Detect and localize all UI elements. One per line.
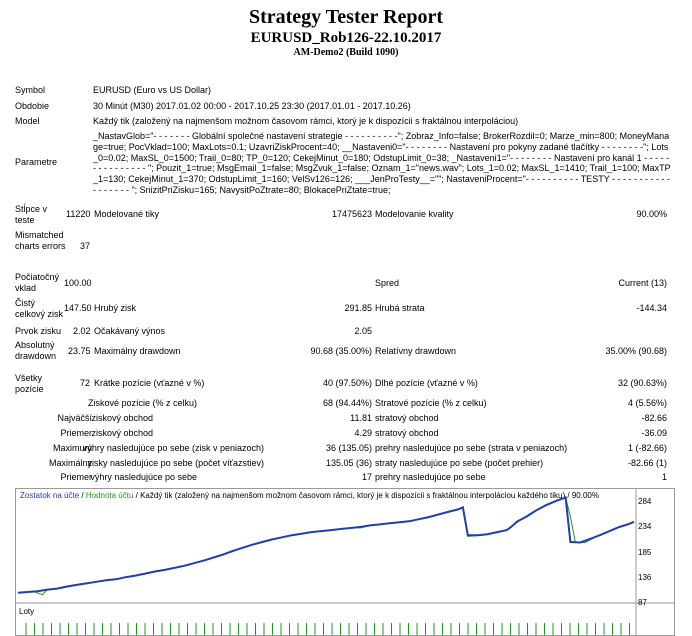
lots-label: Loty	[19, 607, 35, 616]
total-trades-label: Všetky pozície	[15, 373, 44, 394]
y-tick-label: 185	[638, 548, 652, 557]
legend-separator: /	[79, 491, 86, 500]
avg-loss-label: stratový obchod	[375, 428, 439, 438]
max-cons-wins-label: výhry nasledujúce po sebe (zisk v peniazoch)	[82, 443, 264, 453]
long-positions-value: 32 (90.63%)	[617, 378, 667, 388]
bars-label: Stĺpce v teste	[15, 204, 48, 225]
net-profit-label: Čistý celkový zisk	[15, 298, 64, 319]
y-tick-label: 87	[638, 598, 647, 607]
avg-profit-label: ziskový obchod	[91, 428, 153, 438]
maximal-label: Maximálny	[48, 458, 92, 468]
max-drawdown-label: Maximálny drawdown	[94, 346, 181, 356]
deposit-label: Počiatočný vklad	[15, 272, 60, 293]
chart-plot	[16, 489, 674, 635]
profit-factor-value: 2.02	[73, 326, 91, 336]
max-cons-profit-label: zisky nasledujúce po sebe (počet víťazstiev)	[87, 458, 264, 468]
model-label: Model	[15, 116, 40, 126]
mismatch-value: 37	[80, 241, 91, 251]
mismatch-label: Mismatched charts errors	[15, 230, 66, 251]
ticks-value: 17475623	[331, 209, 372, 219]
largest-label: Najväčší	[57, 413, 92, 423]
avg-profit-value: 4.29	[354, 428, 372, 438]
model-value: Každý tik (založený na najmenšom možnom časovom rámci, ktorý je k dispozícii s fraktálnou interpoláciou)	[93, 116, 519, 126]
rel-drawdown-value: 35.00% (90.68)	[605, 346, 667, 356]
max-cons-loss-value: -82.66 (1)	[627, 458, 667, 468]
bars-value: 11220	[66, 209, 91, 219]
avg-cons-label: Priemer	[60, 472, 92, 482]
maximum-label: Maximum	[52, 443, 92, 453]
abs-drawdown-value: 23.75	[68, 346, 91, 356]
balance-series-line	[18, 497, 634, 592]
quality-label: Modelovanie kvality	[375, 209, 454, 219]
y-tick-label: 234	[638, 522, 652, 531]
average-label: Priemer	[60, 428, 92, 438]
legend-description: / Každý tik (založený na najmenšom možnom časovom rámci, ktorý je k dispozícii s fraktálnou interpoláciou každého tiku) / 90.00%	[133, 491, 599, 500]
report-subtitle: EURUSD_Rob126-22.10.2017	[250, 30, 442, 46]
largest-profit-value: 11.81	[350, 413, 372, 423]
spread-value: Current (13)	[618, 278, 667, 288]
abs-drawdown-label: Absolutný drawdown	[15, 340, 57, 361]
long-positions-label: Dlhé pozície (vťazné v %)	[375, 378, 478, 388]
net-profit-value: 147.50	[64, 303, 92, 313]
gross-loss-label: Hrubá strata	[375, 303, 425, 313]
payoff-value: 2.05	[354, 326, 372, 336]
short-positions-value: 40 (97.50%)	[322, 378, 372, 388]
report-title: Strategy Tester Report	[248, 6, 444, 28]
gross-profit-value: 291.85	[344, 303, 372, 313]
short-positions-label: Krátke pozície (vťazné v %)	[94, 378, 205, 388]
server-build: AM-Demo2 (Build 1090)	[293, 47, 399, 58]
legend-balance: Zostatok na účte	[20, 491, 80, 500]
period-value: 30 Minút (M30) 2017.01.02 00:00 - 2017.10.25 23:30 (2017.01.01 - 2017.10.26)	[93, 101, 411, 111]
max-cons-losses-label: prehry nasledujúce po sebe (strata v peniazoch)	[375, 443, 568, 453]
loss-trades-label: Stratové pozície (% z celku)	[375, 398, 487, 408]
deposit-value: 100.00	[64, 278, 92, 288]
total-trades-value: 72	[80, 378, 91, 388]
ticks-label: Modelované tiky	[94, 209, 160, 219]
avg-cons-wins-value: 17	[361, 472, 372, 482]
rel-drawdown-label: Relatívny drawdown	[375, 346, 457, 356]
legend-equity: Hodnota účtu	[85, 491, 134, 500]
symbol-label: Symbol	[15, 85, 46, 95]
largest-profit-label: ziskový obchod	[91, 413, 153, 423]
profit-trades-label: Ziskové pozície (% z celku)	[87, 398, 197, 408]
max-cons-loss-label: straty nasledujúce po sebe (počet prehier)	[375, 458, 544, 468]
max-cons-profit-value: 135.05 (36)	[325, 458, 372, 468]
profit-factor-label: Prvok zisku	[15, 326, 62, 336]
max-cons-losses-value: 1 (-82.66)	[627, 443, 667, 453]
spread-label: Spred	[375, 278, 400, 288]
quality-value: 90.00%	[636, 209, 667, 219]
largest-loss-label: stratový obchod	[375, 413, 439, 423]
loss-trades-value: 4 (5.56%)	[627, 398, 667, 408]
max-drawdown-value: 90.68 (35.00%)	[310, 346, 372, 356]
avg-cons-losses-label: prehry nasledujúce po sebe	[375, 472, 486, 482]
gross-profit-label: Hrubý zisk	[94, 303, 137, 313]
balance-chart	[15, 488, 675, 636]
payoff-label: Očakávaný výnos	[94, 326, 166, 336]
params-label: Parametre	[15, 157, 58, 167]
profit-trades-value: 68 (94.44%)	[322, 398, 372, 408]
period-label: Obdobie	[15, 101, 50, 111]
y-tick-label: 136	[638, 573, 652, 582]
avg-cons-losses-value: 1	[661, 472, 667, 482]
y-tick-label: 284	[638, 497, 652, 506]
avg-cons-wins-label: výhry nasledujúce po sebe	[90, 472, 197, 482]
gross-loss-value: -144.34	[636, 303, 667, 313]
avg-loss-value: -36.09	[641, 428, 667, 438]
params-value: _NastavGlob="- - - - - - - Globální společné nastavení strategie - - - - - - - - - -"; Zobraz_Info=false; BrokerRozdil=0; Marze_min=800; MoneyManage=true; PocVklad=100; MaxLots=0.1; UzavriZiskProcent=40; __Nastaveni0="- - - - - - - - Nastavení pro pokyny zadané tlačítky - - - - - - - -"; Lots_0=0.02; MaxSL_0=1500; Trail_0=80; TP_0=120; CekejMinut_0=180; OdstupLimit_0=38; _Nastaveni1="- - - - - - - - Nastavení pro kanál 1 - - - - - - - - - - - - - - - "; Pouzit_1=true; MsgEmail_1=false; MsgZvuk_1=false; Oznam_1="news.wav"; Lots_1=0.02; MaxSL_1=1410; Trail_1=100; MaxTP_1=130; CekejMinut_1=370; OdstupLimit_1=160; VelSv126=126; ___JenProTesty__=""; NastaveniProcent="- - - - - - - - - - TESTY - - - - - - - - - - - - - - - - - - "; SnizitPriZisku=165; NavysitPoZtrate=80; BlokacePriZtate=true;	[93, 131, 671, 195]
symbol-value: EURUSD (Euro vs US Dollar)	[93, 85, 212, 95]
max-cons-wins-value: 36 (135.05)	[325, 443, 372, 453]
largest-loss-value: -82.66	[641, 413, 667, 423]
